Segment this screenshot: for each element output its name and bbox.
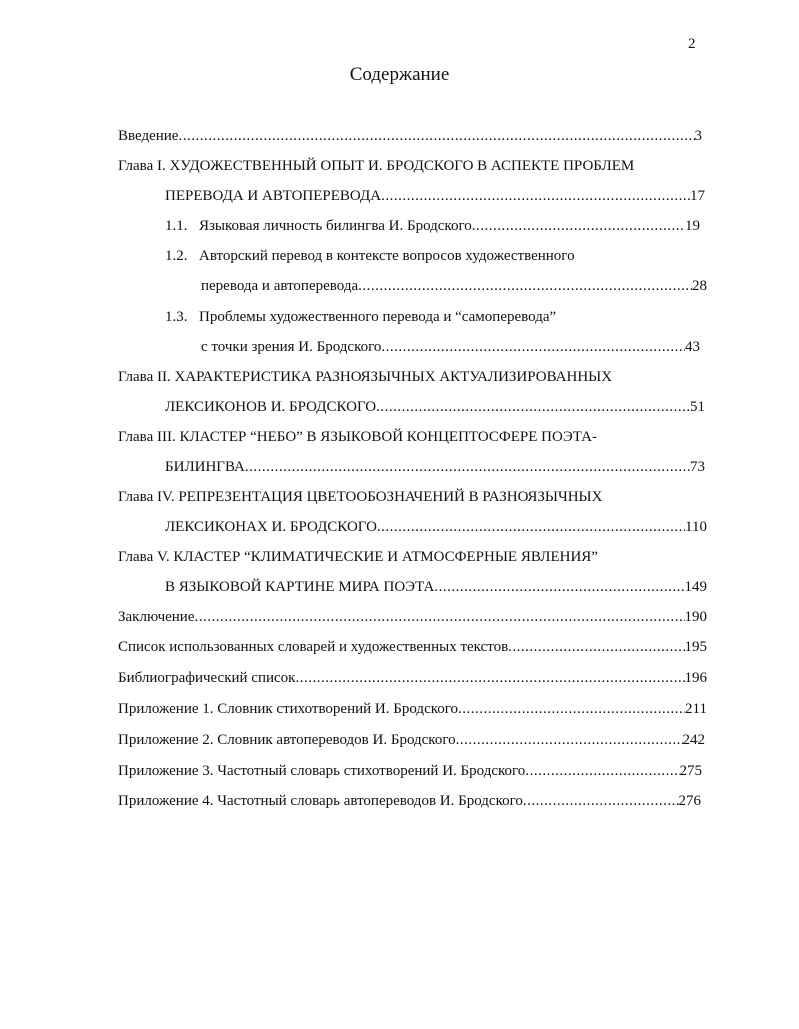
- toc-entry-text: Проблемы художественного перевода и “самоперевода”: [199, 309, 557, 325]
- toc-entry-appendix-2: [118, 730, 705, 750]
- toc-entry-text: Введение: [118, 128, 179, 144]
- toc-page-number: 275: [679, 763, 702, 779]
- toc-entry-chapter-4-cont: [165, 517, 707, 537]
- toc-page-number: 195: [684, 639, 707, 655]
- toc-entry-sources-list: [118, 637, 707, 657]
- toc-entry-text: ПЕРЕВОДА И АВТОПЕРЕВОДА: [165, 188, 382, 204]
- toc-leader: [381, 337, 685, 357]
- toc-leader: [245, 457, 690, 477]
- toc-page-number: 149: [684, 579, 707, 595]
- toc-entry-text: с точки зрения И. Бродского: [201, 339, 382, 355]
- toc-entry-text: Авторский перевод в контексте вопросов художественного: [199, 248, 575, 264]
- toc-entry-text: Приложение 4. Частотный словарь автопереводов И. Бродского: [118, 793, 523, 809]
- toc-page-number: 211: [685, 701, 707, 717]
- toc-leader: [458, 699, 685, 719]
- toc-page-number: 242: [682, 732, 705, 748]
- toc-entry-chapter-1-cont: [165, 186, 705, 206]
- toc-entry-text: Список использованных словарей и художественных текстов: [118, 639, 509, 655]
- toc-leader: [376, 397, 690, 417]
- toc-entry-text: Заключение: [118, 609, 195, 625]
- toc-entry-text: Приложение 3. Частотный словарь стихотворений И. Бродского: [118, 763, 526, 779]
- toc-entry-introduction: [118, 126, 702, 146]
- toc-leader: [178, 126, 694, 146]
- toc-entry-bibliography: [118, 668, 707, 688]
- toc-leader: [358, 276, 692, 296]
- toc-page-number: 110: [685, 519, 707, 535]
- toc-page-number: 51: [690, 399, 705, 415]
- toc-leader: [381, 186, 690, 206]
- toc-page-number: 190: [684, 609, 707, 625]
- toc-entry-text: Глава I. ХУДОЖЕСТВЕННЫЙ ОПЫТ И. БРОДСКОГО В АСПЕКТЕ ПРОБЛЕМ: [118, 158, 635, 174]
- toc-page-number: 17: [690, 188, 705, 204]
- toc-entry-text: В ЯЗЫКОВОЙ КАРТИНЕ МИРА ПОЭТА: [165, 579, 435, 595]
- toc-entry-text: БИЛИНГВА: [165, 459, 245, 475]
- toc-entry-text: Глава V. КЛАСТЕР “КЛИМАТИЧЕСКИЕ И АТМОСФЕРНЫЕ ЯВЛЕНИЯ”: [118, 549, 598, 565]
- toc-entry-text: Приложение 2. Словник автопереводов И. Бродского: [118, 732, 456, 748]
- toc-page-number: 73: [690, 459, 705, 475]
- toc-entry-text: перевода и автоперевода: [201, 278, 359, 294]
- toc-entry-appendix-4: [118, 791, 701, 811]
- toc-entry-chapter-1: [118, 156, 634, 176]
- toc-entry-text: ЛЕКСИКОНАХ И. БРОДСКОГО: [165, 519, 377, 535]
- toc-entry-text: Библиографический список: [118, 670, 296, 686]
- toc-leader: [295, 668, 684, 688]
- page-number: 2: [688, 36, 696, 52]
- toc-entry-chapter-2-cont: [165, 397, 705, 417]
- toc-entry-text: Глава IV. РЕПРЕЗЕНТАЦИЯ ЦВЕТООБОЗНАЧЕНИЙ В РАЗНОЯЗЫЧНЫХ: [118, 489, 603, 505]
- toc-entry-chapter-2: [118, 367, 612, 387]
- toc-leader: [523, 791, 679, 811]
- toc-page-number: 276: [678, 793, 701, 809]
- toc-entry-text: Глава II. ХАРАКТЕРИСТИКА РАЗНОЯЗЫЧНЫХ АКТУАЛИЗИРОВАННЫХ: [118, 369, 613, 385]
- toc-entry-chapter-3-cont: [165, 457, 705, 477]
- toc-section-number: 1.2.: [165, 248, 188, 264]
- toc-section-number: 1.3.: [165, 309, 188, 325]
- toc-entry-conclusion: [118, 607, 707, 627]
- toc-leader: [434, 577, 684, 597]
- toc-leader: [195, 607, 685, 627]
- toc-entry-section-1-3-cont: [201, 337, 700, 357]
- toc-entry-section-1-3: [165, 307, 556, 327]
- toc-entry-text: Глава III. КЛАСТЕР “НЕБО” В ЯЗЫКОВОЙ КОНЦЕПТОСФЕРЕ ПОЭТА-: [118, 429, 597, 445]
- toc-entry-chapter-3: [118, 427, 597, 447]
- toc-page-number: 19: [685, 218, 700, 234]
- toc-leader: [377, 517, 685, 537]
- toc-leader: [525, 761, 679, 781]
- toc-leader: [456, 730, 683, 750]
- toc-entry-section-1-2-cont: [201, 276, 707, 296]
- toc-page-number: 43: [685, 339, 700, 355]
- toc-entry-appendix-3: [118, 761, 702, 781]
- toc-page-number: 28: [692, 278, 707, 294]
- toc-section-number: 1.1.: [165, 218, 188, 234]
- toc-entry-section-1-1: [165, 216, 700, 236]
- toc-entry-chapter-5: [118, 547, 598, 567]
- toc-entry-chapter-5-cont: [165, 577, 707, 597]
- page-title: Содержание: [349, 64, 450, 85]
- toc-leader: [508, 637, 684, 657]
- toc-leader: [472, 216, 685, 236]
- toc-entry-text: ЛЕКСИКОНОВ И. БРОДСКОГО: [165, 399, 377, 415]
- toc-entry-chapter-4: [118, 487, 602, 507]
- toc-entry-section-1-2: [165, 246, 575, 266]
- toc-entry-text: Языковая личность билингва И. Бродского: [199, 218, 472, 234]
- toc-entry-text: Приложение 1. Словник стихотворений И. Бродского: [118, 701, 459, 717]
- toc-page-number: 3: [694, 128, 702, 144]
- toc-page-number: 196: [684, 670, 707, 686]
- toc-entry-appendix-1: [118, 699, 707, 719]
